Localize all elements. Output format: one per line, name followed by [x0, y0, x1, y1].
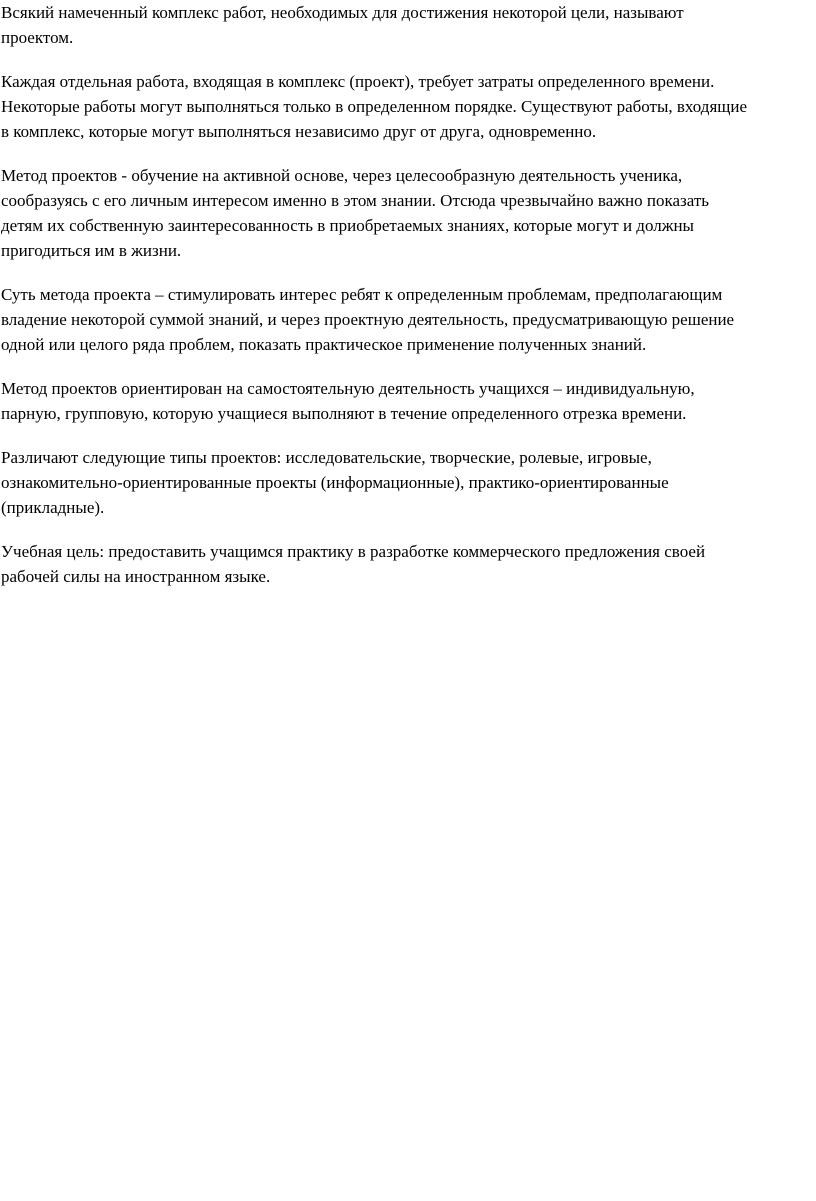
paragraph-learning-goal: Учебная цель: предоставить учащимся практику в разработке коммерческого предложения своей рабочей силы на иностранном языке.	[1, 542, 706, 586]
document-body	[1, 0, 814, 608]
paragraph-project-definition: Всякий намеченный комплекс работ, необходимых для достижения некоторой цели, называют проектом.	[1, 3, 684, 47]
paragraph-project-works: Каждая отдельная работа, входящая в комплекс (проект), требует затраты определенного времени. Некоторые работы могут выполняться только в определенном порядке. Существуют работы, входящие в комплекс, которые могут выполняться независимо друг от друга, одновременно.	[1, 72, 747, 141]
paragraph-project-types: Различают следующие типы проектов: исследовательские, творческие, ролевые, игровые, ознакомительно-ориентированные проекты (информационные), практико-ориентированные (прикладные).	[1, 448, 669, 517]
paragraph-project-method: Метод проектов - обучение на активной основе, через целесообразную деятельность ученика, сообразуясь с его личным интересом именно в этом знании. Отсюда чрезвычайно важно показать детям их собственную заинтересованность в приобретаемых знаниях, которые могут и должны пригодиться им в жизни.	[1, 166, 710, 260]
paragraph-method-orientation: Метод проектов ориентирован на самостоятельную деятельность учащихся – индивидуальную, парную, групповую, которую учащиеся выполняют в течение определенного отрезка времени.	[1, 379, 695, 423]
paragraph-method-essence: Суть метода проекта – стимулировать интерес ребят к определенным проблемам, предполагающим владение некоторой суммой знаний, и через проектную деятельность, предусматривающую решение одной или целого ряда проблем, показать практическое применение полученных знаний.	[1, 285, 735, 354]
